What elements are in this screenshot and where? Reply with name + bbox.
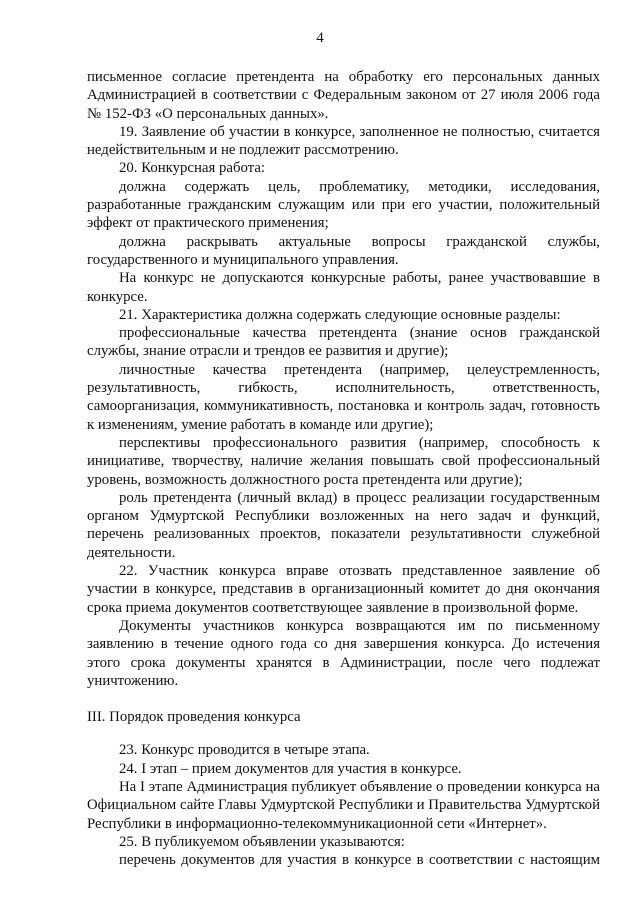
paragraph-25: 25. В публикуемом объявлении указываются: [119,833,405,850]
paragraph-24: 24. I этап – прием документов для участия в конкурсе. [119,760,462,777]
paragraph-24-announcement: На I этапе Администрация публикует объявление о проведении конкурса на Официальном сайте Главы Удмуртской Республики и Правительства Удмуртской Республики в информационно-телекоммуникационной сети «Интернет». [87,778,600,832]
paragraph-23: 23. Конкурс проводится в четыре этапа. [119,742,370,759]
paragraph-21: 21. Характеристика должна содержать следующие основные разделы: [119,306,561,323]
paragraph-20-restriction: На конкурс не допускаются конкурсные работы, ранее участвовавшие в конкурсе. [87,270,600,305]
section-heading: III. Порядок проведения конкурса [87,709,301,726]
paragraph-20-item-1: должна содержать цель, проблематику, методики, исследования, разработанные гражданским служащим или при его участии, положительный эффект от практического применения; [87,178,600,232]
paragraph-22: 22. Участник конкурса вправе отозвать представленное заявление об участии в конкурсе, представив в организационный комитет до дня окончания срока приема документов соответствующее заявление в произвольной форме. [87,563,600,616]
paragraph-consent-continued: письменное согласие претендента на обработку его персональных данных Администрацией в соответствии с Федеральным законом от 27 июля 2006 года № 152-ФЗ «О персональных данных». [87,69,600,122]
paragraph-22-documents: Документы участников конкурса возвращаются им по письменному заявлению в течение одного года со дня завершения конкурса. До истечения этого срока документы хранятся в Администрации, после чего подлежат уничтожению. [87,617,600,689]
paragraph-20: 20. Конкурсная работа: [119,160,266,177]
paragraph-21-item-1: профессиональные качества претендента (знание основ гражданской службы, знание отрасли и трендов ее развития и другие); [87,325,600,360]
paragraph-20-item-2: должна раскрывать актуальные вопросы гражданской службы, государственного и муниципального управления. [87,233,600,268]
page-number: 4 [316,30,324,46]
document-body [87,68,600,869]
paragraph-21-item-2: личностные качества претендента (например, целеустремленность, результативность, гибкость, исполнительность, ответственность, самоорганизация, коммуникативность, постановка и контроль задач, готовность к изменениям, умение работать в команде или другие); [87,361,600,433]
paragraph-21-item-3: перспективы профессионального развития (например, способность к инициативе, творчеству, наличие желания повышать свой профессиональный уровень, возможность должностного роста претендента или другие); [87,434,600,488]
paragraph-25-item-1: перечень документов для участия в конкурсе в соответствии с настоящим [119,852,600,869]
paragraph-21-item-4: роль претендента (личный вклад) в процесс реализации государственным органом Удмуртской Республики возложенных на него задач и функций, перечень реализованных проектов, показатели результативности служебной деятельности. [87,489,600,561]
paragraph-19: 19. Заявление об участии в конкурсе, заполненное не полностью, считается недействительным и не подлежит рассмотрению. [87,123,600,159]
